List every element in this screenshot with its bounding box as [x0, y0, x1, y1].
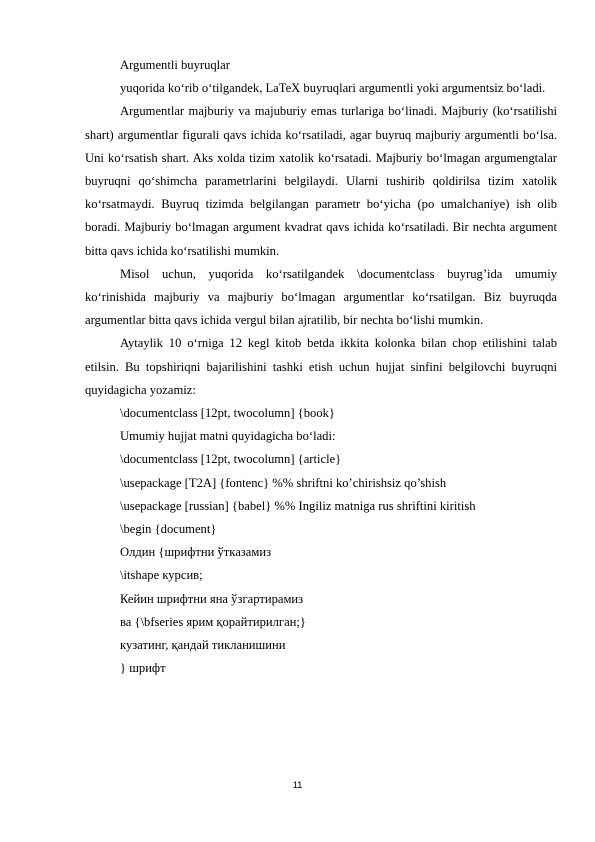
code-line-itshape: \itshape курсив; [120, 568, 203, 583]
paragraph-task: Aytaylik 10 o‘rniga 12 kegl kitob betda ikkita kolonka bilan chop etilishini talab etilsin. Bu topshiriqni bajarilishini tashki etish uchun hujjat sinfini belgilovchi buyruqni quyidagicha yozamiz: [85, 336, 557, 397]
code-line-font-open: Олдин {шрифтни ўтказамиз [120, 545, 272, 560]
paragraph-intro: yuqorida ko‘rib o‘tilgandek, LaTeX buyruqlari argumentli yoki argumentsiz bo‘ladi. [120, 81, 546, 96]
paragraph-example: Misol uchun, yuqorida ko‘rsatilgandek \documentclass buyrug’ida umumiy ko‘rinishida majburiy va majburiy bo‘lmagan argumentlar ko‘rsatilgan. Biz buyruqda argumentlar bitta qavs ichida vergul bilan ajratilib, bir nechta bo‘lishi mumkin. [85, 266, 557, 328]
code-line-observe: кузатинг, қандай тикланишини [120, 638, 286, 653]
code-line-font-close: } шрифт [120, 661, 166, 676]
code-line-usepackage-fontenc: \usepackage [T2A] {fontenc} %% shriftni ko’chirishsiz qo’shish [120, 475, 447, 490]
code-line-begin-document: \begin {document} [120, 522, 217, 537]
code-line-bfseries: ва {\bfseries ярим қорайтирилган;} [120, 614, 306, 629]
page-body [85, 54, 557, 680]
code-line-documentclass-article: \documentclass [12pt, twocolumn] {article} [120, 452, 342, 467]
paragraph-arguments: Argumentlar majburiy va majuburiy emas turlariga bo‘linadi. Majburiy (ko‘rsatilishi shart) argumentlar figurali qavs ichida ko‘rsatiladi, agar buyruq majburiy argumentli bo‘lsa. Uni ko‘rsatish shart. Aks xolda tizim xatolik ko‘rsatadi. Majburiy bo‘lmagan argumengtalar buyruqni qo‘shimcha parametrlarini belgilaydi. Ularni tushirib qoldirilsa tizim xatolik ko‘rsatmaydi. Buyruq tizimda belgilangan parametr bo‘yicha (po umalchaniye) ish olib boradi. Majburiy bo‘lmagan argument kvadrat qavs ichida ko‘rsatiladi. Bir nechta argument bitta qavs ichida ko‘rsatilishi mumkin. [85, 104, 557, 258]
code-line-font-change: Кейин шрифтни яна ўзгартирамиз [120, 591, 304, 606]
page-number: 11 [292, 780, 303, 791]
code-line-documentclass-book: \documentclass [12pt, twocolumn] {book} [120, 406, 335, 421]
code-line-usepackage-babel: \usepackage [russian] {babel} %% Ingiliz matniga rus shriftini kiritish [120, 498, 476, 513]
text-line-general-document: Umumiy hujjat matni quyidagicha bo‘ladi: [120, 429, 336, 444]
section-heading: Argumentli buyruqlar [120, 58, 230, 72]
